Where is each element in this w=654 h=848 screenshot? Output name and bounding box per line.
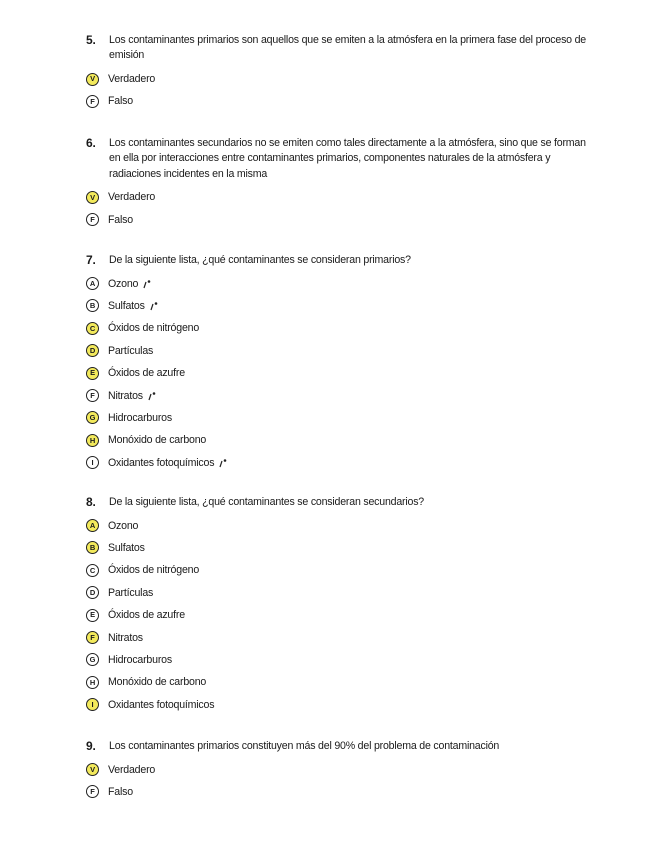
question-3 (86, 495, 586, 716)
option-letter-badge[interactable]: C (86, 564, 99, 577)
option-letter-badge[interactable]: G (86, 653, 99, 666)
option-letter-badge[interactable]: V (86, 191, 99, 204)
answer-option[interactable] (86, 582, 586, 604)
option-label: Verdadero (108, 191, 156, 204)
option-label: Nitratos (108, 389, 143, 402)
option-label: Óxidos de nitrógeno (108, 564, 200, 577)
option-letter-badge[interactable]: H (86, 676, 99, 689)
option-label: Sulfatos (108, 299, 145, 312)
option-label: Monóxido de carbono (108, 434, 207, 447)
question-heading (86, 33, 586, 64)
option-letter-badge[interactable]: A (86, 519, 99, 532)
question-1 (86, 136, 586, 231)
option-label: Partículas (108, 586, 154, 599)
option-letter-badge[interactable]: D (86, 586, 99, 599)
option-letter-badge[interactable]: V (86, 73, 99, 86)
question-number: 7. (86, 253, 96, 267)
answer-options (86, 758, 586, 803)
option-letter-badge[interactable]: I (86, 456, 99, 469)
answer-option[interactable] (86, 758, 586, 780)
answer-option[interactable] (86, 514, 586, 536)
question-number: 5. (86, 33, 96, 47)
option-letter-badge[interactable]: H (86, 434, 99, 447)
question-number: 8. (86, 495, 96, 509)
answer-option[interactable] (86, 671, 586, 693)
option-label: Hidrocarburos (108, 653, 172, 666)
option-letter-badge[interactable]: E (86, 367, 99, 380)
answer-options (86, 186, 586, 231)
answer-option[interactable] (86, 340, 586, 362)
answer-option[interactable] (86, 317, 586, 339)
option-label: Oxidantes fotoquímicos (108, 456, 215, 469)
option-label: Falso (108, 785, 133, 798)
option-letter-badge[interactable]: B (86, 541, 99, 554)
option-label: Ozono (108, 277, 139, 290)
option-label: Falso (108, 213, 133, 226)
answer-option[interactable] (86, 559, 586, 581)
option-letter-badge[interactable]: F (86, 389, 99, 402)
pencil-mark-icon (142, 279, 152, 289)
option-letter-badge[interactable]: F (86, 785, 99, 798)
option-label: Hidrocarburos (108, 411, 172, 424)
answer-option[interactable] (86, 604, 586, 626)
question-number: 9. (86, 739, 96, 753)
option-letter-badge[interactable]: V (86, 763, 99, 776)
answer-options (86, 514, 586, 716)
answer-option[interactable] (86, 649, 586, 671)
option-label: Óxidos de azufre (108, 609, 185, 622)
answer-option[interactable] (86, 429, 586, 451)
question-heading (86, 739, 586, 754)
question-text: Los contaminantes primarios son aquellos que se emiten a la atmósfera en la primera fase del proceso de emisión (109, 34, 586, 62)
answer-option[interactable] (86, 295, 586, 317)
answer-option[interactable] (86, 452, 586, 474)
question-text: De la siguiente lista, ¿qué contaminantes se consideran primarios? (109, 254, 411, 266)
answer-option[interactable] (86, 362, 586, 384)
question-number: 6. (86, 136, 96, 150)
answer-option[interactable] (86, 384, 586, 406)
pencil-mark-icon (218, 458, 228, 468)
option-letter-badge[interactable]: I (86, 698, 99, 711)
option-label: Verdadero (108, 763, 156, 776)
option-label: Sulfatos (108, 541, 145, 554)
option-label: Óxidos de azufre (108, 367, 185, 380)
answer-option[interactable] (86, 68, 586, 90)
answer-option[interactable] (86, 186, 586, 208)
option-letter-badge[interactable]: E (86, 609, 99, 622)
question-text: Los contaminantes primarios constituyen más del 90% del problema de contaminación (109, 740, 500, 752)
answer-options (86, 272, 586, 474)
question-text: Los contaminantes secundarios no se emiten como tales directamente a la atmósfera, sino que se forman en ella por interacciones entre contaminantes primarios, componentes naturales de la atmósfera y radiaciones incidentes en la misma (109, 137, 586, 180)
question-heading (86, 253, 586, 268)
pencil-mark-icon (149, 301, 159, 311)
answer-option[interactable] (86, 626, 586, 648)
option-label: Ozono (108, 519, 139, 532)
option-letter-badge[interactable]: A (86, 277, 99, 290)
option-label: Falso (108, 95, 133, 108)
question-0 (86, 33, 586, 113)
question-2 (86, 253, 586, 474)
answer-option[interactable] (86, 407, 586, 429)
answer-option[interactable] (86, 209, 586, 231)
option-letter-badge[interactable]: F (86, 631, 99, 644)
option-letter-badge[interactable]: C (86, 322, 99, 335)
option-label: Verdadero (108, 73, 156, 85)
answer-option[interactable] (86, 272, 586, 294)
question-4 (86, 739, 586, 803)
option-letter-badge[interactable]: D (86, 344, 99, 357)
answer-option[interactable] (86, 694, 586, 716)
option-letter-badge[interactable]: F (86, 213, 99, 226)
answer-option[interactable] (86, 781, 586, 803)
question-text: De la siguiente lista, ¿qué contaminantes se consideran secundarios? (109, 496, 424, 508)
option-label: Partículas (108, 344, 154, 357)
option-letter-badge[interactable]: G (86, 411, 99, 424)
answer-option[interactable] (86, 537, 586, 559)
question-heading (86, 495, 586, 510)
option-label: Nitratos (108, 631, 143, 644)
pencil-mark-icon (147, 391, 157, 401)
answer-option[interactable] (86, 90, 586, 112)
option-label: Oxidantes fotoquímicos (108, 698, 215, 711)
answer-options (86, 68, 586, 113)
option-label: Óxidos de nitrógeno (108, 322, 200, 335)
option-letter-badge[interactable]: B (86, 299, 99, 312)
option-label: Monóxido de carbono (108, 676, 207, 689)
question-heading (86, 136, 586, 182)
option-letter-badge[interactable]: F (86, 95, 99, 108)
